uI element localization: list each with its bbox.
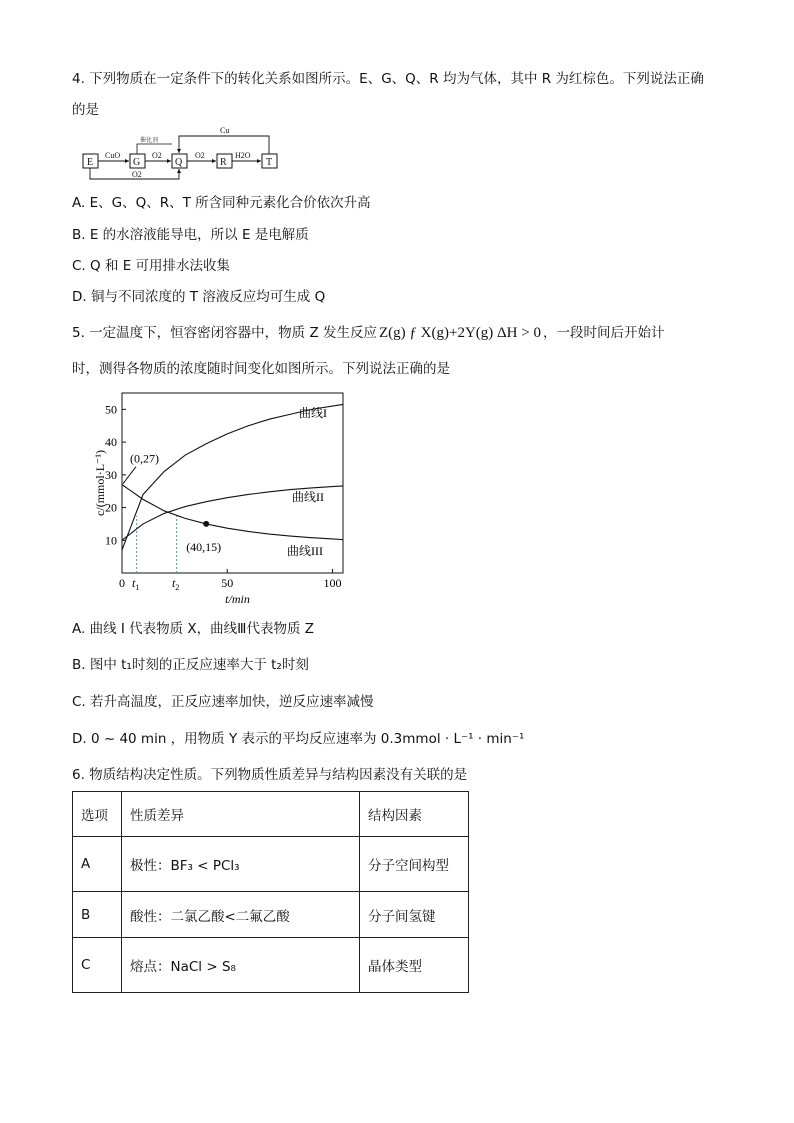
annotation-start-point: (0,27) (130, 451, 159, 466)
row-b-option: B (73, 892, 122, 938)
q4-option-c: C. Q 和 E 可用排水法收集 (72, 258, 231, 274)
q5-equation: Z(g) ƒ X(g)+2Y(g) ΔH > 0 (379, 325, 541, 341)
y-tick-label: 10 (105, 533, 117, 548)
y-axis-label: c/(mmol·L⁻¹) (93, 450, 107, 516)
row-a-option: A (73, 837, 122, 892)
node-g: G (133, 157, 141, 168)
q4-option-a: A. E、G、Q、R、T 所含同种元素化合价依次升高 (72, 195, 371, 211)
node-t: T (266, 157, 273, 168)
q5-option-d: D. 0 ~ 40 min ，用物质 Y 表示的平均反应速率为 0.3mmol · L⁻¹ · min⁻¹ (72, 731, 525, 747)
node-e: E (87, 157, 94, 168)
q4-option-b: B. E 的水溶液能导电，所以 E 是电解质 (72, 227, 309, 243)
label-o2-a: O2 (152, 151, 162, 160)
q4-option-d: D. 铜与不同浓度的 T 溶液反应均可生成 Q (72, 289, 326, 305)
node-r: R (220, 157, 227, 168)
q5-option-a: A. 曲线 I 代表物质 X，曲线Ⅲ代表物质 Z (72, 621, 315, 637)
node-q: Q (175, 157, 183, 168)
q5-stem-line1 (72, 323, 664, 343)
x-tick-label: 50 (221, 576, 234, 590)
y-tick-label: 20 (105, 500, 117, 515)
label-cuo: CuO (105, 151, 121, 160)
q6-stem: 6. 物质结构决定性质。下列物质性质差异与结构因素没有关联的是 (72, 767, 468, 783)
q5-stem-line2: 时，测得各物质的浓度随时间变化如图所示。下列说法正确的是 (72, 361, 450, 377)
y-tick-label: 50 (105, 402, 117, 417)
series-label-1: 曲线I (299, 406, 327, 420)
table-row (73, 938, 469, 993)
series-line-1 (122, 404, 343, 550)
x-axis-label: t/min (225, 592, 250, 606)
q5-stem-part1: 5. 一定温度下，恒容密闭容器中，物质 Z 发生反应 (72, 325, 378, 341)
header-option: 选项 (73, 792, 122, 837)
series-label-3: 曲线III (287, 544, 323, 558)
q6-table (72, 791, 469, 993)
row-b-factor: 分子间氢键 (360, 892, 469, 938)
x-tick-label: 100 (323, 576, 342, 590)
x-tick-label: 0 (119, 576, 125, 590)
q4-stem-line2: 的是 (72, 102, 99, 118)
q5-option-b: B. 图中 t₁时刻的正反应速率大于 t₂时刻 (72, 657, 309, 673)
row-c-property: 熔点：NaCl > S₈ (122, 938, 360, 993)
q5-option-c: C. 若升高温度，正反应速率加快，逆反应速率减慢 (72, 694, 374, 710)
label-o2-bottom: O2 (132, 170, 142, 179)
row-a-factor: 分子空间构型 (360, 837, 469, 892)
label-cu: Cu (220, 126, 230, 135)
header-property: 性质差异 (122, 792, 360, 837)
y-tick-label: 30 (105, 467, 117, 482)
label-o2-b: O2 (195, 151, 205, 160)
annotation-point (203, 521, 209, 527)
label-h2o: H2O (235, 151, 251, 160)
x-marker-label: $t_1$ (132, 576, 140, 592)
row-a-property: 极性：BF₃ < PCl₃ (122, 837, 360, 892)
y-tick-label: 40 (105, 435, 117, 450)
row-c-factor: 晶体类型 (360, 938, 469, 993)
row-c-option: C (73, 938, 122, 993)
q4-transformation-diagram (80, 122, 280, 184)
q5-concentration-chart (95, 388, 355, 610)
label-catalyst: 催化剂 (140, 138, 159, 144)
series-label-2: 曲线II (292, 490, 324, 504)
q5-stem-part2: ，一段时间后开始计 (542, 325, 665, 341)
annotation-mid-point: (40,15) (186, 539, 222, 554)
x-marker-label: $t_2$ (172, 576, 180, 592)
table-header-row (73, 792, 469, 837)
q4-stem-line1: 4. 下列物质在一定条件下的转化关系如图所示。E、G、Q、R 均为气体，其中 R 为红棕色。下列说法正确 (72, 71, 704, 87)
table-row (73, 892, 469, 938)
row-b-property: 酸性：二氯乙酸<二氟乙酸 (122, 892, 360, 938)
header-factor: 结构因素 (360, 792, 469, 837)
table-row (73, 837, 469, 892)
